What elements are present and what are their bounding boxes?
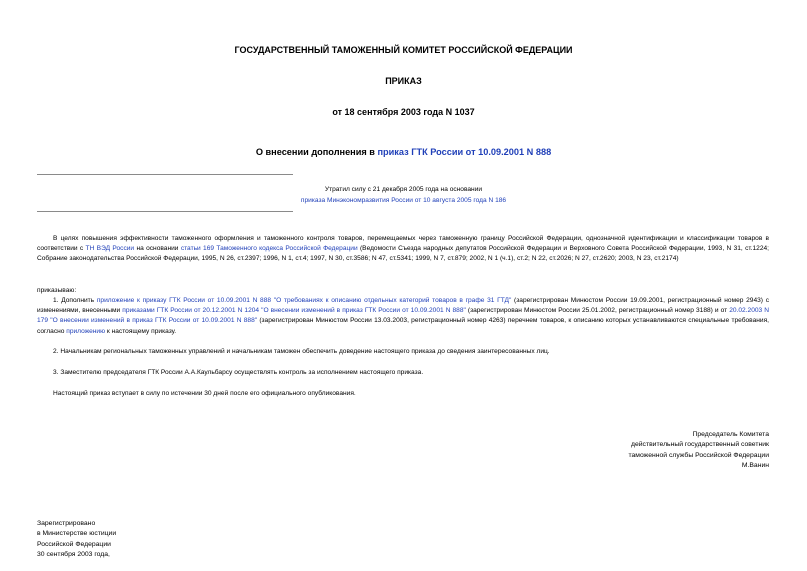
document-title (0, 147, 807, 157)
registration-line2: в Министерстве юстиции (37, 530, 117, 538)
signature-block (509, 430, 769, 472)
registration-line3: Российской Федерации (37, 540, 111, 548)
status-note-line1: Утратил силу с 21 декабря 2005 года на основании (324, 186, 483, 193)
document-type-heading: ПРИКАЗ (385, 76, 422, 86)
signature-line2: действительный государственный советник (631, 441, 769, 449)
preamble-paragraph: В целях повышения эффективности таможенного оформления и таможенного контроля товаров, перемещаемых через таможенную границу Российской Федерации, однозначной идентификации и классификации товаров в соответствии с ТН ВЭД России на основании статьи 169 Таможенного кодекса Российской Федерации (Ведомости Съезда народных депутатов Российской Федерации и Верховного Совета Российской Федерации, 1993, N 31, ст.1224; Собрание законодательства Российской Федерации, 1995, N 26, ст.2397; 1996, N 1, ст.4; 1997, N 30, ст.3586; N 47, ст.5341; 1999, N 7, ст.879; 2002, N 1 (ч.1), ст.2; N 22, ст.2026; N 27, ст.2620; 2003, N 23, ст.2174) (37, 235, 769, 263)
divider-top (37, 174, 293, 175)
appendix-order-888-link[interactable]: приложение к приказу ГТК России от 10.09.2001 N 888 "О требованиях к описанию отдельных категорий товаров в графе 31 ГТД" (96, 297, 512, 304)
registration-line4: 30 сентября 2003 года, (37, 551, 110, 559)
appendix-link[interactable]: приложению (66, 327, 106, 335)
order-179-link[interactable]: 20.02.2003 N 179 "О внесении изменений в приказ ГТК России от 10.09.2001 N 888" (37, 307, 770, 325)
signature-name: М.Ванин (741, 462, 769, 470)
title-prefix: О внесении дополнения в (255, 147, 378, 157)
order-word: приказываю: (37, 287, 77, 294)
customs-code-article-link[interactable]: статьи 169 Таможенного кодекса Российской Федерации (180, 245, 358, 253)
signature-line3: таможенной службы Российской Федерации (628, 451, 769, 459)
divider-bottom (37, 211, 293, 212)
effective-paragraph: Настоящий приказ вступает в силу по истечении 30 дней после его официального опубликования. (53, 390, 356, 397)
item-3-paragraph: 3. Заместителю председателя ГТК России А.А.Каульбарсу осуществлять контроль за исполнением настоящего приказа. (53, 369, 424, 376)
organization-heading: ГОСУДАРСТВЕННЫЙ ТАМОЖЕННЫЙ КОМИТЕТ РОССИЙСКОЙ ФЕДЕРАЦИИ (234, 45, 573, 55)
registration-block (37, 519, 257, 561)
signature-line1: Председатель Комитета (692, 431, 769, 438)
date-number-heading: от 18 сентября 2003 года N 1037 (332, 107, 475, 117)
status-note (0, 184, 807, 206)
item-2-paragraph: 2. Начальникам региональных таможенных управлений и начальникам таможен обеспечить доведение настоящего приказа до сведения заинтересованных лиц. (53, 348, 550, 355)
item-1-paragraph: 1. Дополнить приложение к приказу ГТК России от 10.09.2001 N 888 "О требованиях к описанию отдельных категорий товаров в графе 31 ГТД" (зарегистрирован Минюстом России 19.09.2001, регистрационный номер 2943) с изменениями, внесенными приказами ГТК России от 20.12.2001 N 1204 "О внесении изменений в приказ ГТК России от 10.09.2001 N 888" (зарегистрирован Минюстом России 25.01.2002, регистрационный номер 3188) и от 20.02.2003 N 179 "О внесении изменений в приказ ГТК России от 10.09.2001 N 888" (зарегистрирован Минюстом России 13.03.2003, регистрационный номер 4263) перечнем товаров, к описанию которых устанавливаются специальные требования, согласно приложению к настоящему приказу. (37, 297, 770, 335)
tn-ved-link[interactable]: ТН ВЭД России (85, 245, 135, 253)
title-link[interactable]: приказ ГТК России от 10.09.2001 N 888 (377, 147, 552, 157)
order-1204-link[interactable]: приказами ГТК России от 20.12.2001 N 1204 "О внесении изменений в приказ ГТК России от 10.09.2001 N 888" (122, 307, 466, 315)
registration-line1: Зарегистрировано (37, 520, 96, 527)
status-note-link[interactable]: приказа Минэкономразвития России от 10 августа 2005 года N 186 (300, 197, 507, 204)
